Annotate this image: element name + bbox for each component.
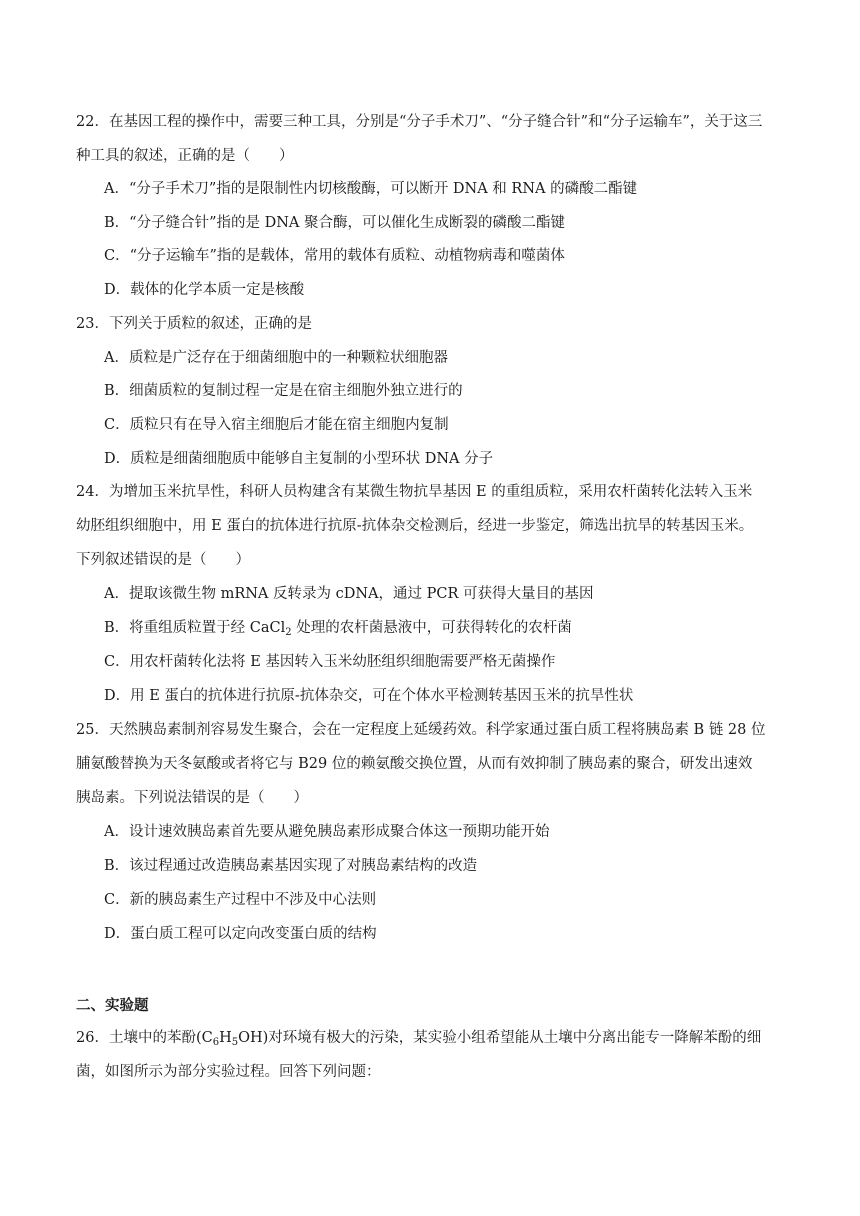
q23-option-a: A．质粒是广泛存在于细菌细胞中的一种颗粒状细胞器 [104,350,448,366]
q25-option-d: D．蛋白质工程可以定向改变蛋白质的结构 [104,926,377,942]
q22-stem-line-1: 22．在基因工程的操作中，需要三种工具，分别是“分子手术刀”、“分子缝合针”和“分子运输车”，关于这三 [76,114,763,130]
q26-text-b: OH)对环境有极大的污染，某实验小组希望能从土壤中分离出能专一降解苯酚的细 [238,1030,762,1046]
q26-stem-line-2: 菌，如图所示为部分实验过程。回答下列问题： [76,1064,381,1080]
q24-stem-line-3: 下列叙述错误的是（ ） [76,552,250,568]
q25-stem-line-3: 胰岛素。下列说法错误的是（ ） [76,790,308,806]
q23-option-d: D．质粒是细菌细胞质中能够自主复制的小型环状 DNA 分子 [104,451,494,467]
q26-subscript-5: 5 [231,1037,239,1048]
q25-stem-line-2: 脯氨酸替换为天冬氨酸或者将它与 B29 位的赖氨酸交换位置，从而有效抑制了胰岛素的聚合，研发出速效 [76,756,753,772]
q24-option-b-subscript: 2 [285,627,292,638]
section-title: 二、实验题 [76,997,149,1014]
q23-stem-line-1: 23．下列关于质粒的叙述，正确的是 [76,316,312,332]
q26-text-h: H [219,1030,232,1046]
q26-text-a: 26．土壤中的苯酚(C [76,1030,213,1046]
q26-stem-line-1 [76,1028,761,1048]
q24-option-a: A．提取该微生物 mRNA 反转录为 cDNA，通过 PCR 可获得大量目的基因 [104,586,594,602]
q24-stem-line-2: 幼胚组织细胞中，用 E 蛋白的抗体进行抗原-抗体杂交检测后，经进一步鉴定，筛选出抗旱的转基因玉米。 [76,518,754,534]
q24-option-d: D．用 E 蛋白的抗体进行抗原-抗体杂交，可在个体水平检测转基因玉米的抗旱性状 [104,688,634,704]
q25-option-c: C．新的胰岛素生产过程中不涉及中心法则 [104,892,377,908]
q23-option-b: B．细菌质粒的复制过程一定是在宿主细胞外独立进行的 [104,383,463,399]
q25-option-b: B．该过程通过改造胰岛素基因实现了对胰岛素结构的改造 [104,858,478,874]
q22-option-d: D．载体的化学本质一定是核酸 [104,282,305,298]
q24-option-b-head: B．将重组质粒置于经 CaCl [104,620,286,636]
q25-stem-line-1: 25．天然胰岛素制剂容易发生聚合，会在一定程度上延缓药效。科学家通过蛋白质工程将胰岛素 B 链 28 位 [76,722,766,738]
q22-option-c: C．“分子运输车”指的是载体，常用的载体有质粒、动植物病毒和噬菌体 [104,248,565,264]
q24-option-b [104,618,572,638]
q24-option-c: C．用农杆菌转化法将 E 基因转入玉米幼胚组织细胞需要严格无菌操作 [104,654,556,670]
q22-stem-line-2: 种工具的叙述，正确的是（ ） [76,148,294,164]
q24-stem-line-1: 24．为增加玉米抗旱性，科研人员构建含有某微生物抗旱基因 E 的重组质粒，采用农杆菌转化法转入玉米 [76,484,753,500]
q25-option-a: A．设计速效胰岛素首先要从避免胰岛素形成聚合体这一预期功能开始 [104,824,550,840]
q24-option-b-tail: 处理的农杆菌悬液中，可获得转化的农杆菌 [291,620,572,636]
q23-option-c: C．质粒只有在导入宿主细胞后才能在宿主细胞内复制 [104,417,449,433]
q22-option-b: B．“分子缝合针”指的是 DNA 聚合酶，可以催化生成断裂的磷酸二酯键 [104,215,565,231]
q22-option-a: A．“分子手术刀”指的是限制性内切核酸酶，可以断开 DNA 和 RNA 的磷酸二酯键 [104,181,638,197]
q26-subscript-6: 6 [212,1037,220,1048]
